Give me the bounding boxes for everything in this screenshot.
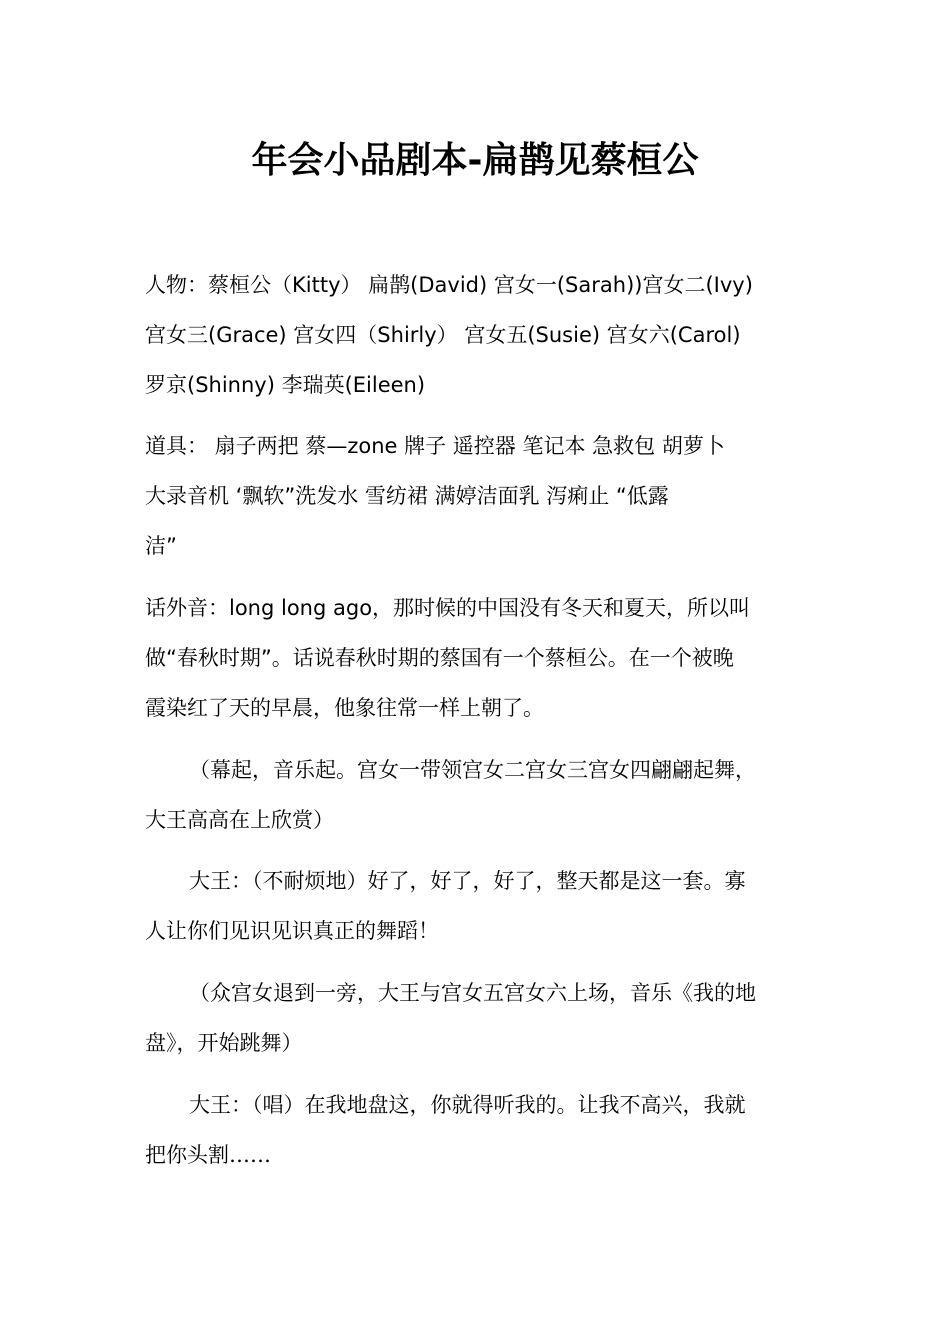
characters-line: 宫女三(Grace) 宫女四（Shirly） 宫女五(Susie) 宫女六(Carol): [145, 323, 741, 347]
characters-line: 罗京(Shinny) 李瑞英(Eileen): [145, 373, 426, 397]
characters-paragraph: [145, 260, 813, 410]
stage-direction-line: 盘》，开始跳舞）: [145, 1031, 303, 1055]
document-title: 年会小品剧本-扁鹊见蔡桓公: [251, 140, 699, 181]
dialogue-line: 大王：（唱）在我地盘这，你就得听我的。让我不高兴，我就: [189, 1093, 746, 1117]
stage-direction-1: [145, 745, 813, 845]
props-paragraph: [145, 421, 813, 571]
narration-paragraph: [145, 583, 813, 733]
props-line: 道具： 扇子两把 蔡—zone 牌子 遥控器 笔记本 急救包 胡萝卜: [145, 434, 725, 458]
dialogue-line: 人让你们见识见识真正的舞蹈！: [145, 919, 439, 943]
dialogue-1: [145, 856, 813, 956]
narration-line: 霞染红了天的早晨，他象往常一样上朝了。: [145, 696, 544, 720]
narration-line: 话外音：long long ago，那时候的中国没有冬天和夏天，所以叫: [145, 596, 751, 620]
stage-direction-line: （幕起，音乐起。宫女一带领宫女二宫女三宫女四翩翩起舞，: [189, 758, 756, 782]
dialogue-2: [145, 1080, 813, 1180]
characters-line: 人物：蔡桓公（Kitty） 扁鹊(David) 宫女一(Sarah))宫女二(Ivy): [145, 273, 753, 297]
props-line: 洁”: [145, 534, 177, 558]
narration-line: 做“春秋时期”。话说春秋时期的蔡国有一个蔡桓公。在一个被晚: [145, 646, 734, 670]
stage-direction-line: 大王高高在上欣赏）: [145, 808, 334, 832]
props-line: 大录音机 ‘飘软”洗发水 雪纺裙 满婷洁面乳 泻痢止 “低露: [145, 484, 669, 508]
dialogue-line: 大王：（不耐烦地）好了，好了，好了，整天都是这一套。寡: [189, 869, 746, 893]
dialogue-line: 把你头割……: [145, 1143, 271, 1167]
stage-direction-2: [145, 968, 813, 1068]
stage-direction-line: （众宫女退到一旁，大王与宫女五宫女六上场，音乐《我的地: [189, 981, 756, 1005]
